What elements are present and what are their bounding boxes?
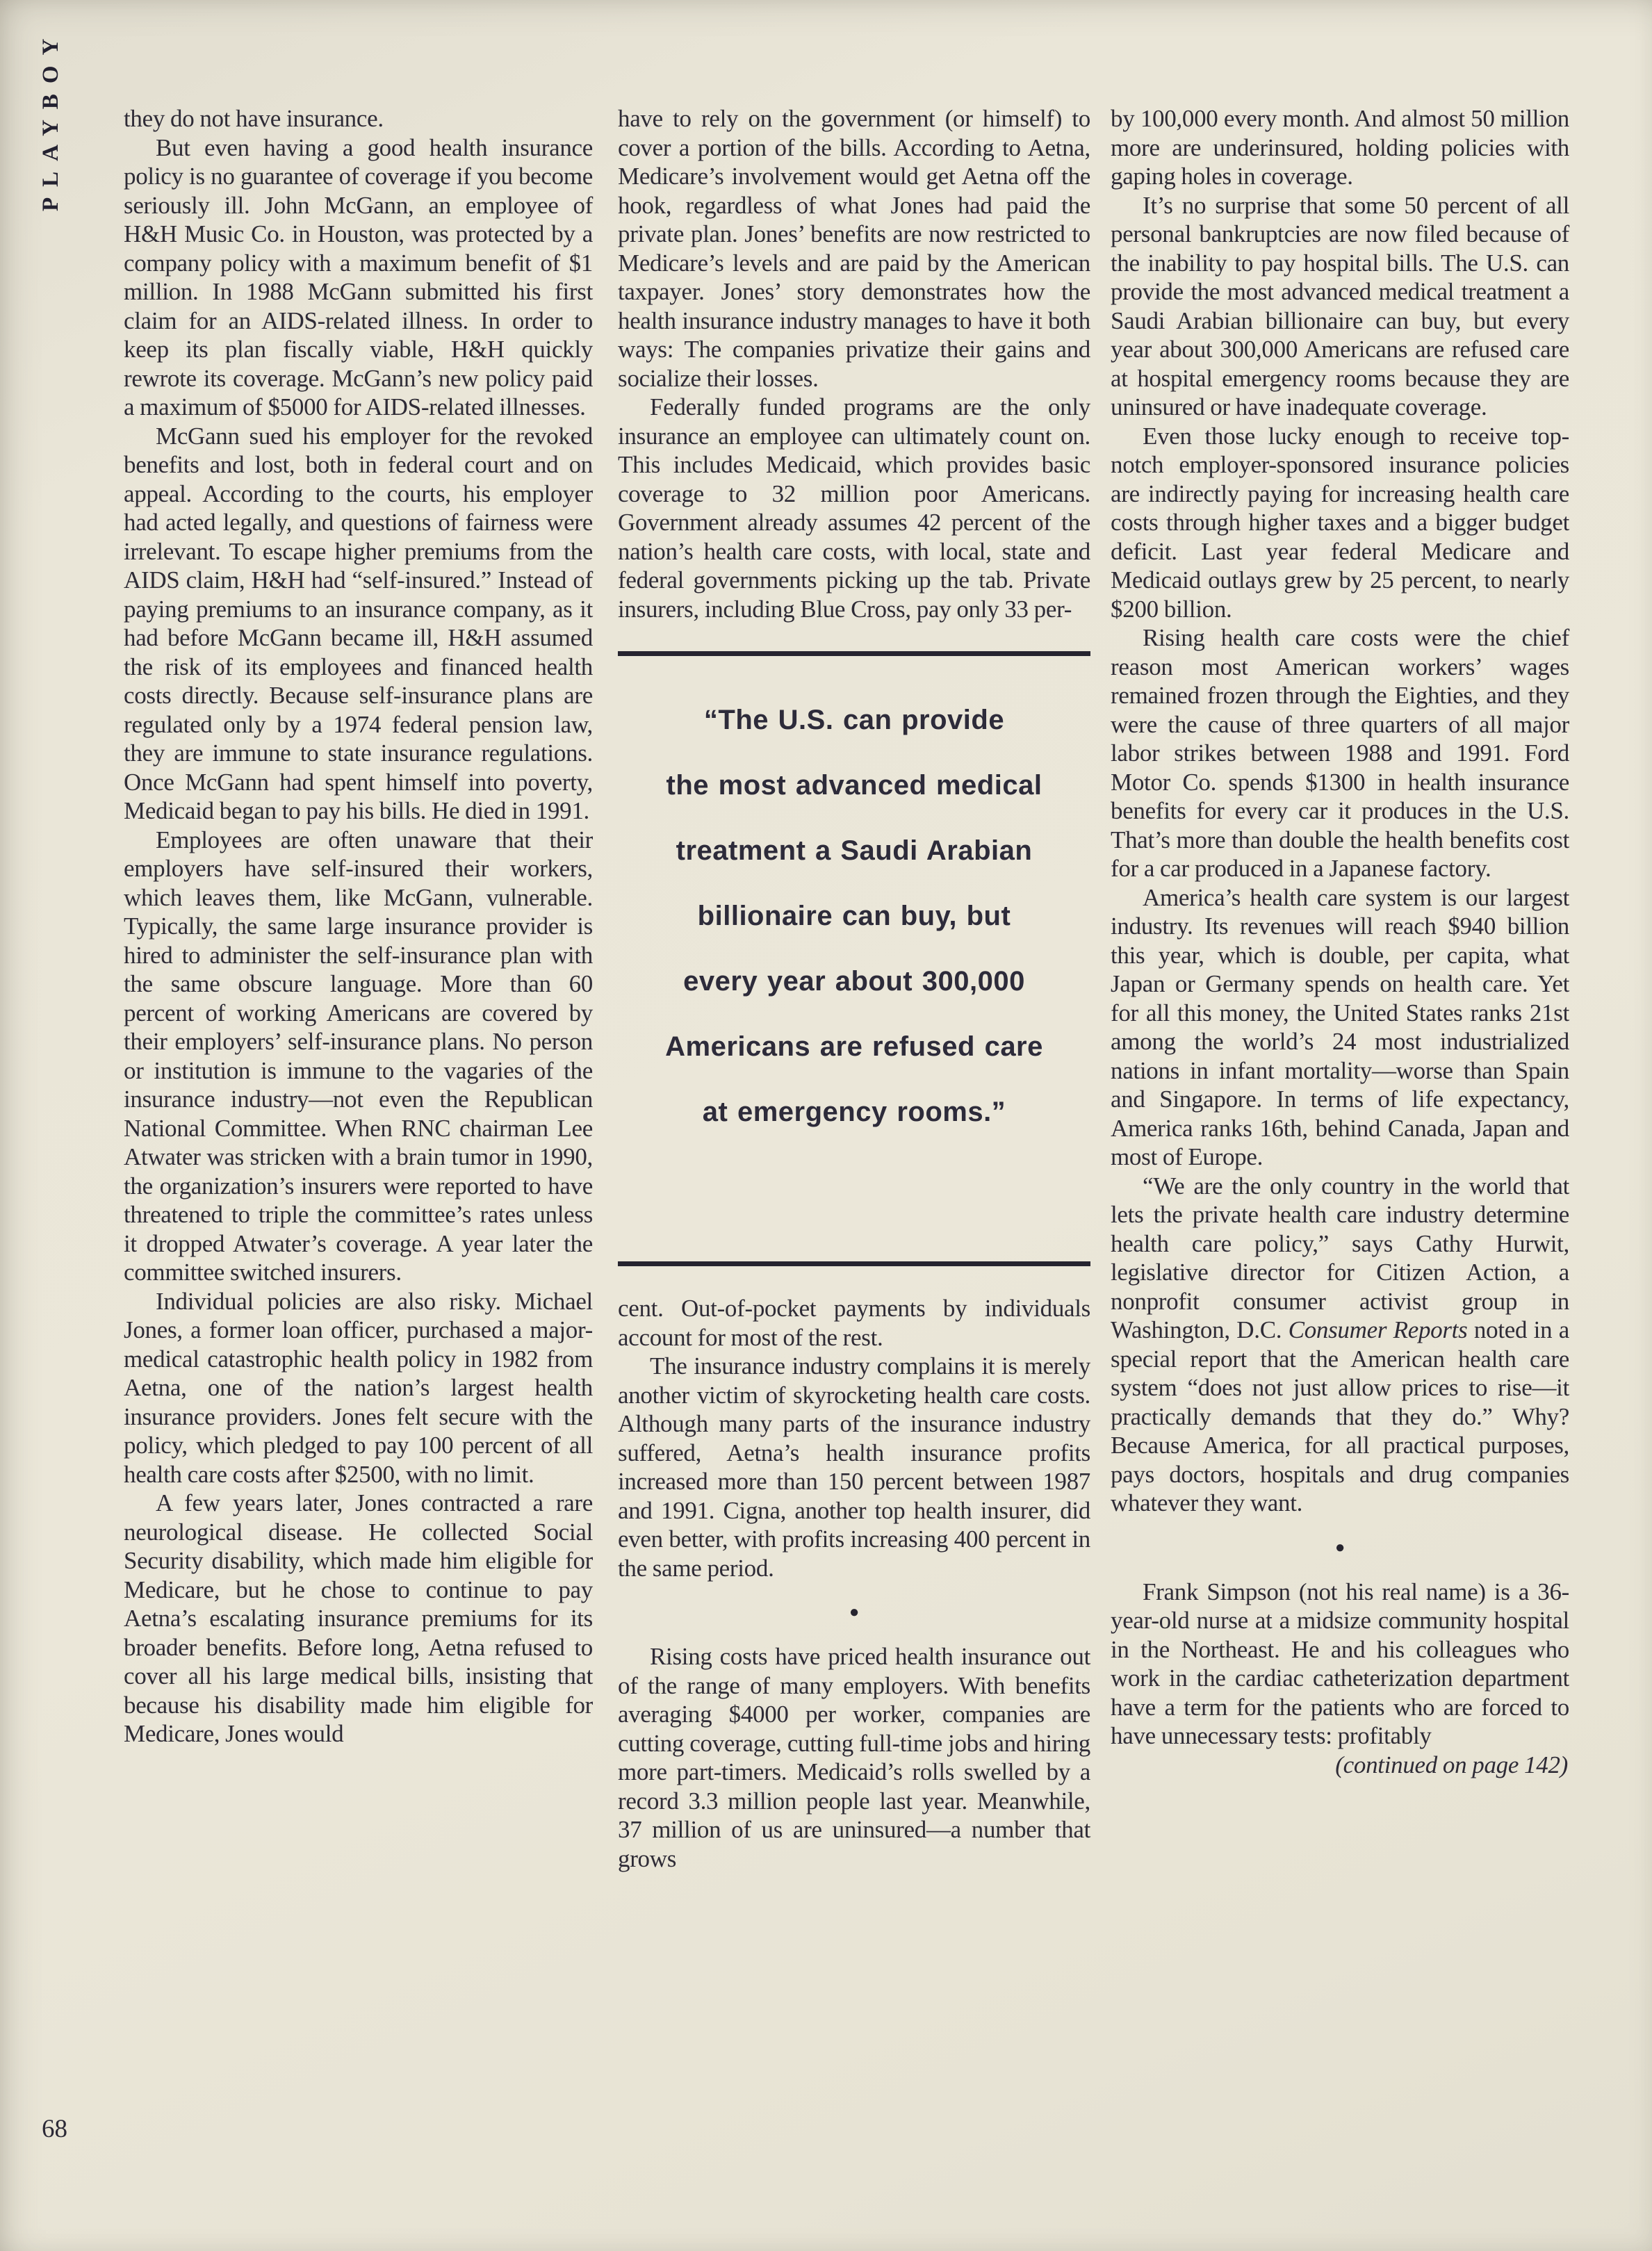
pull-quote-line: “The U.S. can provide xyxy=(703,705,1005,735)
body-paragraph: Rising health care costs were the chief reason most American workers’ wages remained frozen through the Eighties, and they were the cause of three quarters of all major labor strikes between 1988 and 1991. Ford Motor Co. spends $1300 in health insurance benefits for every car it produces in the U.S. That’s more than double the health benefits cost for a car produced in a Japanese factory. xyxy=(1111,624,1569,882)
paragraph-text: “We are the only country in the world that lets the private health care industry determine health care policy,” says Cathy Hurwit, legislative director for Citizen Action, a nonprofit consumer activist group in Washington, D.C. xyxy=(1111,1172,1569,1343)
body-paragraph: Employees are often unaware that their employers have self-insured their workers, which leaves them, like McGann, vulnerable. Typically, the same large insurance provider is hired to administer the self-insurance plan with the same obscure language. More than 60 percent of working Americans are covered by their employers’ self-insurance plans. No person or institution is immune to the vagaries of the insurance industry—not even the Republican National Committee. When RNC chairman Lee Atwater was stricken with a brain tumor in 1990, the organization’s insurers were reported to have threatened to triple the committee’s rates unless it dropped Atwater’s coverage. A year later the committee switched insurers. xyxy=(124,826,593,1286)
pull-quote-line: Americans are refused care xyxy=(665,1031,1043,1062)
pull-quote-line: billionaire can buy, but xyxy=(697,901,1011,931)
pull-quote-line: at emergency rooms.” xyxy=(702,1097,1006,1127)
body-paragraph: they do not have insurance. xyxy=(124,105,384,132)
body-paragraph: Federally funded programs are the only insurance an employee can ultimately count on. This includes Medicaid, which provides basic coverage to 32 million poor Americans. Government already assumes 42 percent of the nation’s health care costs, with local, state and federal governments picking up the tab. Private insurers, including Blue Cross, pay only 33 per- xyxy=(618,393,1090,623)
body-paragraph: Rising costs have priced health insurance out of the range of many employers. With benefits averaging $4000 per worker, companies are cutting coverage, cutting full-time jobs and hiring more part-timers. Medicaid’s rolls swelled by a record 3.3 million people last year. Meanwhile, 37 million of us are uninsured—a number that grows xyxy=(618,1643,1090,1872)
body-paragraph: America’s health care system is our largest industry. Its revenues will reach $940 billion this year, which is double, per capita, what Japan or Germany spends on health care. Yet for all this money, the United States ranks 21st among the world’s 24 most industrialized nations in infant mortality—worse than Spain and Singapore. In terms of life expectancy, America ranks 16th, behind Canada, Japan and most of Europe. xyxy=(1111,883,1569,1170)
body-paragraph: by 100,000 every month. And almost 50 million more are underinsured, holding policies with gaping holes in coverage. xyxy=(1111,105,1569,190)
section-separator-bullet: ● xyxy=(1334,1538,1346,1557)
article-column-3 xyxy=(1111,104,1569,1779)
body-paragraph: The insurance industry complains it is merely another victim of skyrocketing health care costs. Although many parts of the insurance industry suffered, Aetna’s health insurance profits increased more than 150 percent between 1987 and 1991. Cigna, another top health insurer, did even better, with profits increasing 400 percent in the same period. xyxy=(618,1352,1090,1582)
body-paragraph xyxy=(1111,1172,1569,1518)
section-separator-bullet: ● xyxy=(849,1603,860,1621)
page-number: 68 xyxy=(42,2115,67,2143)
body-paragraph: Frank Simpson (not his real name) is a 36-year-old nurse at a midsize community hospital in the Northeast. He and his colleagues who work in the cardiac catheterization department have a term for the patients who are forced to have unnecessary tests: profitably xyxy=(1111,1578,1569,1749)
body-paragraph: But even having a good health insurance policy is no guarantee of coverage if you become seriously ill. John McGann, an employee of H&H Music Co. in Houston, was protected by a company policy with a maximum benefit of $1 million. In 1988 McGann submitted his first claim for an AIDS-related illness. In order to keep its plan fiscally viable, H&H quickly rewrote its coverage. McGann’s new policy paid a maximum of $5000 for AIDS-related illnesses. xyxy=(124,133,593,420)
pull-quote-line: treatment a Saudi Arabian xyxy=(676,835,1033,866)
pull-quote-line: the most advanced medical xyxy=(666,770,1042,801)
body-paragraph: It’s no surprise that some 50 percent of all personal bankruptcies are now filed because of the inability to pay hospital bills. The U.S. can provide the most advanced medical treatment a Saudi Arabian billionaire can buy, but every year about 300,000 Americans are refused care at hospital emergency rooms because they are uninsured or have inadequate coverage. xyxy=(1111,191,1569,420)
body-paragraph: cent. Out-of-pocket payments by individuals account for most of the rest. xyxy=(618,1295,1090,1351)
body-paragraph: McGann sued his employer for the revoked benefits and lost, both in federal court and on appeal. According to the courts, his employer had acted legally, and questions of fairness were irrelevant. To escape higher premiums from the AIDS claim, H&H had “self-insured.” Instead of paying premiums to an insurance company, as it had before McGann became ill, H&H assumed the risk of its employees and financed health costs directly. Because self-insurance plans are regulated only by a 1974 federal pension law, they are immune to state insurance regulations. Once McGann had spent himself into poverty, Medicaid began to pay his bills. He died in 1991. xyxy=(124,422,593,824)
magazine-title-italic: Consumer Reports xyxy=(1288,1316,1468,1343)
continued-note: (continued on page 142) xyxy=(1335,1751,1568,1778)
article-column-2 xyxy=(618,104,1090,1873)
body-paragraph: Even those lucky enough to receive top-notch employer-sponsored insurance policies are indirectly paying for increasing health care costs through higher taxes and a bigger budget deficit. Last year federal Medicare and Medicaid outlays grew by 25 percent, to nearly $200 billion. xyxy=(1111,422,1569,623)
body-paragraph: A few years later, Jones contracted a rare neurological disease. He collected Social Security disability, which made him eligible for Medicare, but he chose to continue to pay Aetna’s escalating insurance premiums for its broader benefits. Before long, Aetna refused to cover all his large medical bills, insisting that because his disability made him eligible for Medicare, Jones would xyxy=(124,1489,593,1747)
paragraph-text: noted in a special report that the American health care system “does not just allow prices to rise—it practically demands that they do.” Why? Because America, for all practical purposes, pays doctors, hospitals and drug companies whatever they want. xyxy=(1111,1316,1569,1516)
brand-vertical-playboy: PLAYBOY xyxy=(38,28,63,211)
article-column-1 xyxy=(124,104,593,1749)
body-paragraph: have to rely on the government (or himself) to cover a portion of the bills. According to Aetna, Medicare’s involvement would get Aetna off the hook, regardless of what Jones had paid the private plan. Jones’ benefits are now restricted to Medicare’s levels and are paid by the American taxpayer. Jones’ story demonstrates how the health insurance industry manages to have it both ways: The companies privatize their gains and socialize their losses. xyxy=(618,105,1090,392)
body-paragraph: Individual policies are also risky. Michael Jones, a former loan officer, purchased a major-medical catastrophic health policy in 1982 from Aetna, one of the nation’s largest health insurance providers. Jones felt secure with the policy, which pledged to pay 100 percent of all health care costs after $2500, with no limit. xyxy=(124,1287,593,1488)
pull-quote xyxy=(618,651,1090,1266)
pull-quote-line: every year about 300,000 xyxy=(683,966,1025,997)
